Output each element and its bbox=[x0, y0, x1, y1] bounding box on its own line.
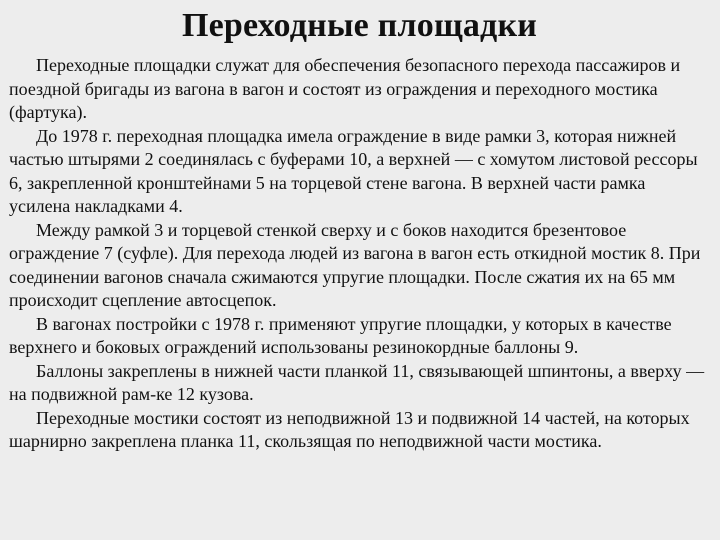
slide-body bbox=[9, 54, 710, 454]
paragraph-balloons: Баллоны закреплены в нижней части планкой 11, связывающей шпинтоны, а вверху — на подвижной рам-ке 12 кузова. bbox=[9, 360, 705, 404]
paragraph-post-1978: В вагонах постройки с 1978 г. применяют упругие площадки, у которых в качестве верхнего и боковых ограждений использованы резинокордные баллоны 9. bbox=[9, 313, 672, 357]
paragraph-canvas-guard: Между рамкой 3 и торцевой стенкой сверху и с боков находится брезентовое ограждение 7 (суфле). Для перехода людей из вагона в вагон есть откидной мостик 8. При соединении вагонов сначала сжимаются упругие площадки. После сжатия их на 65 мм происходит сцепление автосцепок. bbox=[9, 219, 701, 310]
paragraph-pre-1978: До 1978 г. переходная площадка имела ограждение в виде рамки 3, которая нижней частью штырями 2 соединялась с буферами 10, а верхней — с хомутом листовой рессоры 6, закрепленной кронштейнами 5 на торцевой стене вагона. В верхней части рамка усилена накладками 4. bbox=[9, 125, 698, 216]
slide-title: Переходные площадки bbox=[181, 7, 538, 44]
paragraph-bridges: Переходные мостики состоят из неподвижной 13 и подвижной 14 частей, на которых шарнирно закреплена планка 11, скользящая по неподвижной части мостика. bbox=[9, 407, 690, 451]
paragraph-intro: Переходные площадки служат для обеспечения безопасного перехода пассажиров и поездной бригады из вагона в вагон и состоят из ограждения и переходного мостика (фартука). bbox=[9, 55, 681, 122]
